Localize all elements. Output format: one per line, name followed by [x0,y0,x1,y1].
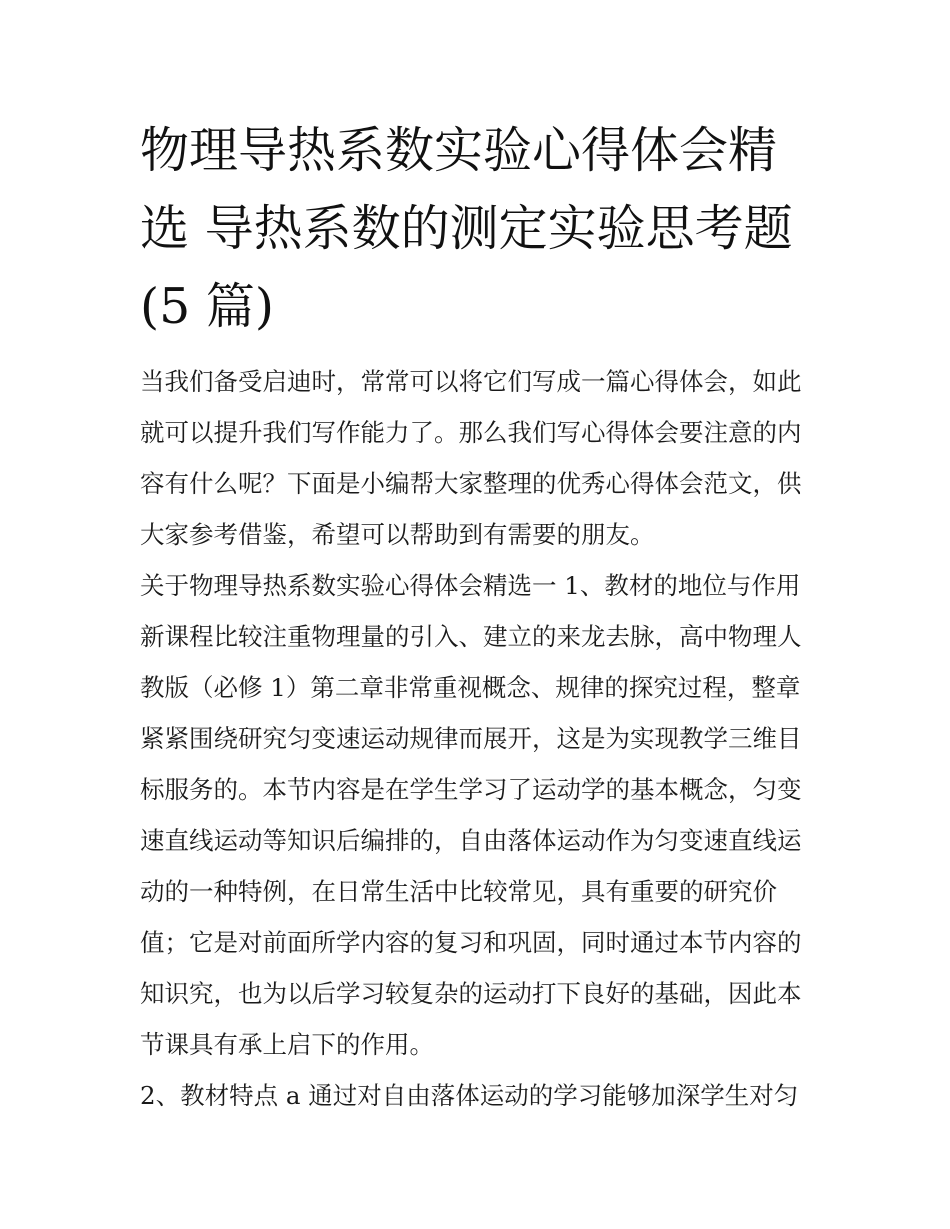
paragraph-section-2: 2、教材特点 a 通过对自由落体运动的学习能够加深学生对匀 [140,1081,799,1110]
document-body [140,356,812,1121]
paragraph-intro: 当我们备受启迪时，常常可以将它们写成一篇心得体会，如此 就可以提升我们写作能力了。那么我们写心得体会要注意的内 容有什么呢？下面是小编帮大家整理的优秀心得体会范文，供 大家参考借鉴，希望可以帮助到有需要的朋友。 [140,367,802,549]
document-title: 物理导热系数实验心得体会精 选 导热系数的测定实验思考题 (5 篇) [140,122,793,335]
paragraph-section-1: 关于物理导热系数实验心得体会精选一 1、教材的地位与作用 新课程比较注重物理量的引入、建立的来龙去脉，高中物理人 教版（必修 1）第二章非常重视概念、规律的探究过程，整章 紧紧围绕研究匀变速运动规律而展开，这是为实现教学三维目 标服务的。本节内容是在学生学习了运动学的基本概念，匀变 速直线运动等知识后编排的，自由落体运动作为匀变速直线运 动的一种特例，在日常生活中比较常见，具有重要的研究价 值；它是对前面所学内容的复习和巩固，同时通过本节内容的 知识究，也为以后学习较复杂的运动打下良好的基础，因此本 节课具有承上启下的作用。 [140,571,802,1059]
